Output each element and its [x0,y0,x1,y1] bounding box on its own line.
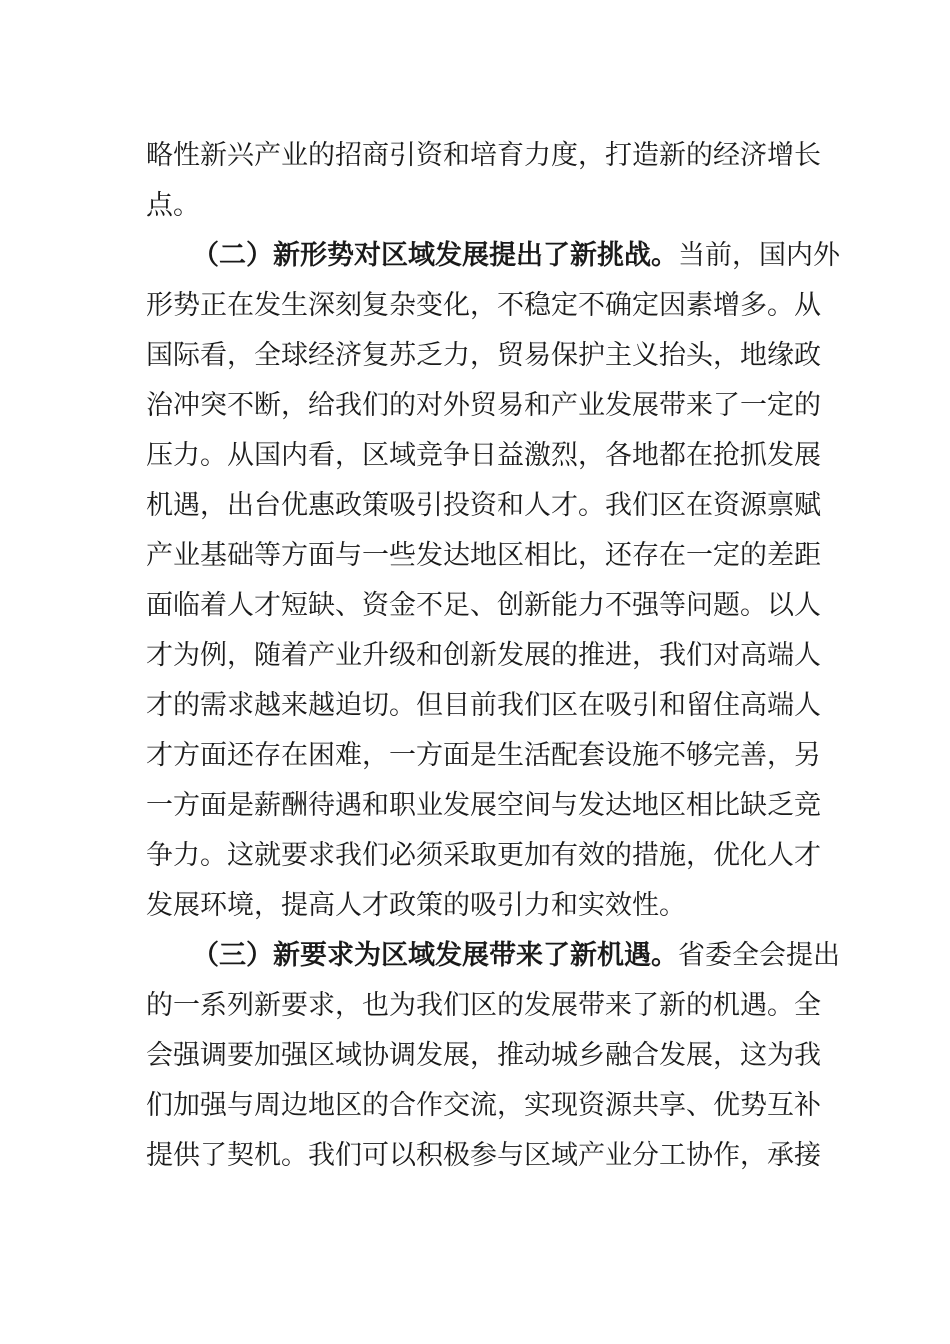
paragraph-line: 一方面是薪酬待遇和职业发展空间与发达地区相比缺乏竞 [146,790,821,821]
section-heading: （三）新要求为区域发展带来了新机遇。 [192,940,678,971]
paragraph-line: 机遇，出台优惠政策吸引投资和人才。我们区在资源禀赋 [146,490,821,521]
paragraph-line: 才为例，随着产业升级和创新发展的推进，我们对高端人 [146,640,821,671]
paragraph-line: 略性新兴产业的招商引资和培育力度，打造新的经济增长 [146,140,821,171]
paragraph-line: 们加强与周边地区的合作交流，实现资源共享、优势互补 [146,1090,821,1121]
paragraph-line: 的一系列新要求，也为我们区的发展带来了新的机遇。全 [146,990,821,1021]
section-heading: （二）新形势对区域发展提出了新挑战。 [192,240,678,271]
paragraph-line: 形势正在发生深刻复杂变化，不稳定不确定因素增多。从 [146,290,821,321]
paragraph-line: 争力。这就要求我们必须采取更加有效的措施，优化人才 [146,840,821,871]
paragraph-line: 发展环境，提高人才政策的吸引力和实效性。 [146,890,686,921]
section-heading-line [192,936,840,976]
paragraph-line: 会强调要加强区域协调发展，推动城乡融合发展，这为我 [146,1040,821,1071]
paragraph-line: 产业基础等方面与一些发达地区相比，还存在一定的差距 [146,540,821,571]
paragraph-line: 面临着人才短缺、资金不足、创新能力不强等问题。以人 [146,590,821,621]
paragraph-line: 国际看，全球经济复苏乏力，贸易保护主义抬头，地缘政 [146,340,821,371]
section-heading-line [192,236,840,276]
paragraph-text: 省委全会提出 [678,940,840,971]
paragraph-line: 治冲突不断，给我们的对外贸易和产业发展带来了一定的 [146,390,821,421]
paragraph-line: 才方面还存在困难，一方面是生活配套设施不够完善，另 [146,740,821,771]
paragraph-line: 点。 [146,190,200,221]
paragraph-line: 压力。从国内看，区域竞争日益激烈，各地都在抢抓发展 [146,440,821,471]
paragraph-text: 当前，国内外 [678,240,840,271]
paragraph-line: 提供了契机。我们可以积极参与区域产业分工协作，承接 [146,1140,821,1171]
paragraph-line: 才的需求越来越迫切。但目前我们区在吸引和留住高端人 [146,690,821,721]
